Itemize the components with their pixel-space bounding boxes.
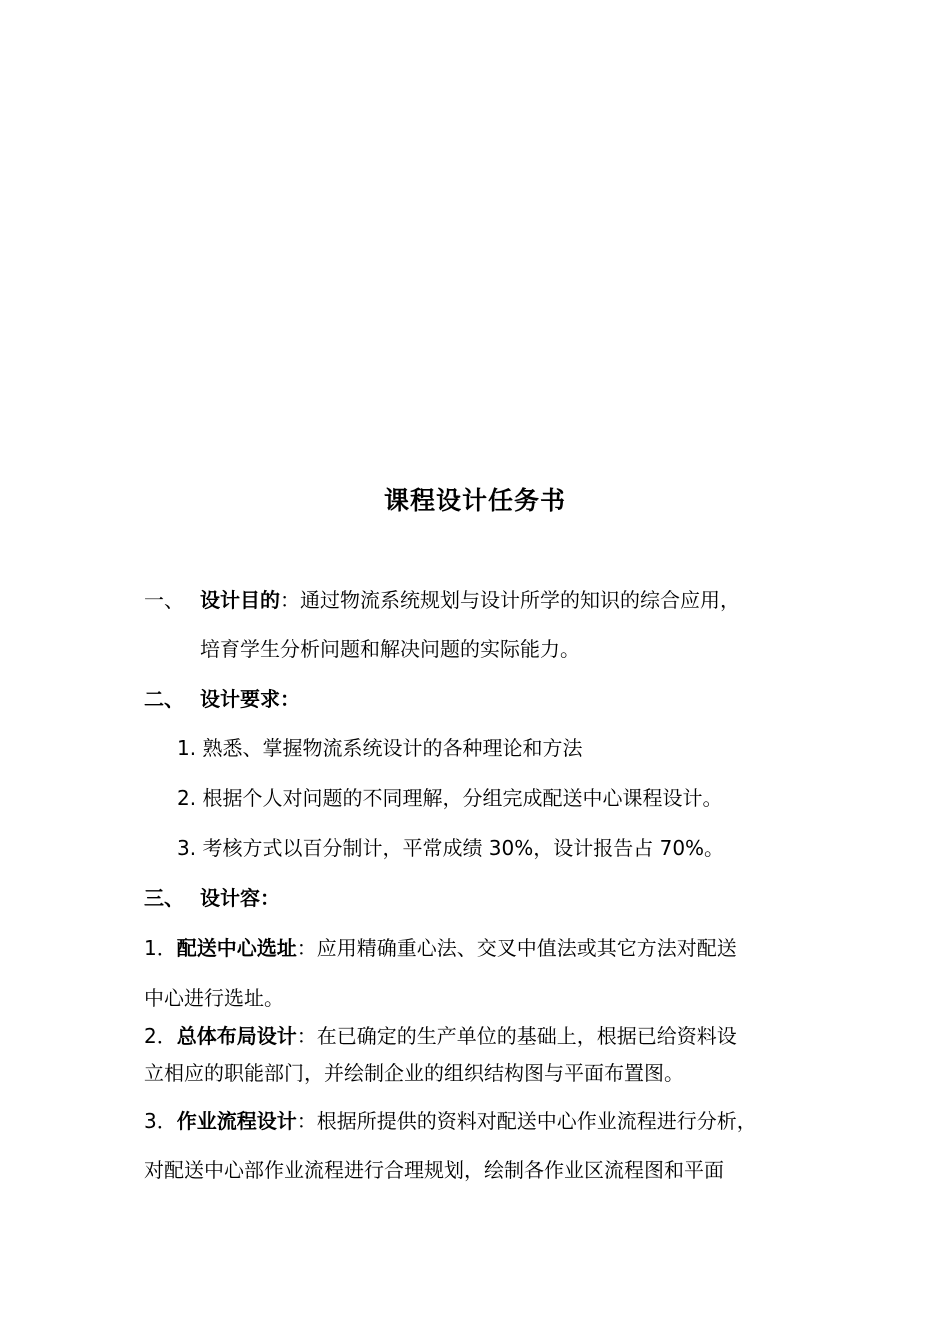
content-item-2-separator: ： — [296, 1024, 317, 1048]
section-1-continuation: 培育学生分析问题和解决问题的实际能力。 — [200, 637, 580, 661]
section-2-heading: 设计要求： — [200, 687, 300, 711]
content-item-2-number: 2． — [144, 1024, 177, 1048]
content-item-2 — [144, 1024, 737, 1048]
content-item-3-separator: ： — [296, 1109, 317, 1133]
content-item-1-heading: 配送中心选址 — [176, 936, 297, 960]
content-item-2-continuation: 立相应的职能部门，并绘制企业的组织结构图与平面布置图。 — [144, 1061, 684, 1085]
content-item-2-text: 在已确定的生产单位的基础上，根据已给资料设 — [316, 1024, 737, 1048]
section-1-marker: 一、 — [144, 588, 184, 612]
requirement-item-3: 3. 考核方式以百分制计，平常成绩 30%，设计报告占 70%。 — [177, 836, 725, 860]
section-1-text: 通过物流系统规划与设计所学的知识的综合应用， — [300, 588, 740, 612]
document-title: 课程设计任务书 — [383, 486, 566, 515]
requirement-item-1: 1. 熟悉、掌握物流系统设计的各种理论和方法 — [177, 736, 583, 760]
content-item-1-separator: ： — [296, 936, 317, 960]
section-1-heading: 设计目的 — [200, 588, 280, 612]
requirement-item-2: 2. 根据个人对问题的不同理解，分组完成配送中心课程设计。 — [177, 786, 723, 810]
content-item-1-continuation: 中心进行选址。 — [144, 986, 284, 1010]
section-3-marker: 三、 — [144, 886, 184, 910]
content-item-1 — [144, 936, 737, 960]
content-item-3 — [144, 1109, 757, 1133]
content-item-3-text: 根据所提供的资料对配送中心作业流程进行分析， — [316, 1109, 757, 1133]
section-1-line — [144, 588, 740, 612]
section-1-separator: ： — [280, 588, 300, 612]
content-item-3-continuation: 对配送中心部作业流程进行合理规划，绘制各作业区流程图和平面 — [144, 1158, 724, 1182]
section-2-marker: 二、 — [144, 687, 184, 711]
section-2-line — [144, 687, 300, 711]
content-item-3-heading: 作业流程设计 — [176, 1109, 297, 1133]
content-item-3-number: 3． — [144, 1109, 177, 1133]
section-3-heading: 设计容： — [200, 886, 280, 910]
content-item-1-number: 1． — [144, 936, 177, 960]
content-item-2-heading: 总体布局设计 — [176, 1024, 297, 1048]
content-item-1-text: 应用精确重心法、交叉中值法或其它方法对配送 — [316, 936, 737, 960]
section-3-line — [144, 886, 280, 910]
